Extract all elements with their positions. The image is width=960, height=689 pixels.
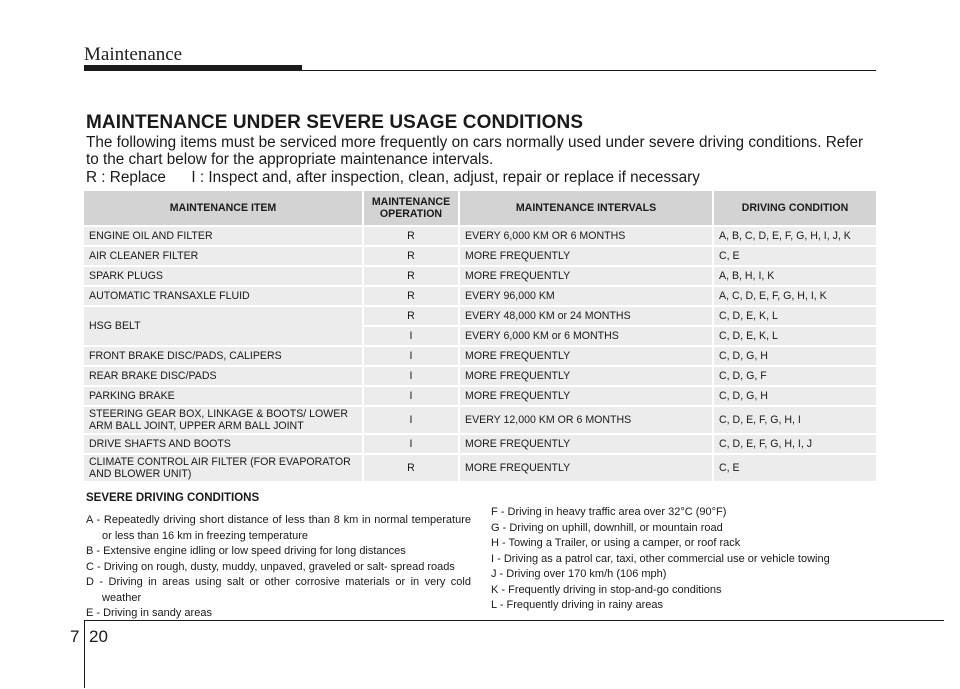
operation-cell: I	[364, 435, 460, 453]
interval-cell: MORE FREQUENTLY	[460, 435, 714, 453]
interval-cell: EVERY 6,000 KM or 6 MONTHS	[460, 327, 714, 345]
condition-cell: C, D, G, H	[714, 347, 876, 365]
table-row	[84, 287, 876, 305]
interval-cell: MORE FREQUENTLY	[460, 367, 714, 385]
interval-cell: MORE FREQUENTLY	[460, 247, 714, 265]
operation-cell: I	[364, 327, 460, 345]
condition-cell: C, E	[714, 455, 876, 481]
table-row	[84, 247, 876, 265]
item-cell: CLIMATE CONTROL AIR FILTER (FOR EVAPORATOR AND BLOWER UNIT)	[84, 455, 364, 481]
condition-cell: A, B, C, D, E, F, G, H, I, J, K	[714, 227, 876, 245]
condition-item: F - Driving in heavy traffic area over 32°C (90°F)	[491, 506, 727, 518]
operation-cell: R	[364, 267, 460, 285]
interval-cell: EVERY 12,000 KM OR 6 MONTHS	[460, 407, 714, 433]
table-row	[84, 227, 876, 245]
condition-item: L - Frequently driving in rainy areas	[491, 599, 664, 611]
table-header-row	[84, 191, 876, 225]
condition-cell: A, C, D, E, F, G, H, I, K	[714, 287, 876, 305]
table-row	[84, 267, 876, 285]
item-cell: FRONT BRAKE DISC/PADS, CALIPERS	[84, 347, 364, 365]
severe-conditions-title: SEVERE DRIVING CONDITIONS	[86, 492, 260, 504]
item-cell: DRIVE SHAFTS AND BOOTS	[84, 435, 364, 453]
operation-cell: I	[364, 387, 460, 405]
footer-vertical-rule	[84, 620, 85, 688]
item-cell: HSG BELT	[84, 307, 364, 345]
operation-cell: R	[364, 287, 460, 305]
table-row	[84, 435, 876, 453]
section-title: Maintenance	[84, 44, 183, 65]
operation-cell: R	[364, 455, 460, 481]
operation-cell: I	[364, 367, 460, 385]
severe-conditions-right	[491, 505, 876, 614]
condition-cell: C, D, E, F, G, H, I	[714, 407, 876, 433]
table-row	[84, 367, 876, 385]
item-cell: REAR BRAKE DISC/PADS	[84, 367, 364, 385]
table-row	[84, 347, 876, 365]
condition-cell: C, D, G, H	[714, 387, 876, 405]
interval-cell: MORE FREQUENTLY	[460, 347, 714, 365]
interval-cell: MORE FREQUENTLY	[460, 267, 714, 285]
item-cell: STEERING GEAR BOX, LINKAGE & BOOTS/ LOWER ARM BALL JOINT, UPPER ARM BALL JOINT	[84, 407, 364, 433]
operation-cell: R	[364, 307, 460, 325]
intro-paragraph: The following items must be serviced more frequently on cars normally used under severe driving conditions. Refer to the chart below for the appropriate maintenance intervals.	[86, 134, 864, 168]
condition-cell: A, B, H, I, K	[714, 267, 876, 285]
condition-item: B - Extensive engine idling or low speed driving for long distances	[86, 545, 406, 557]
page-heading: MAINTENANCE UNDER SEVERE USAGE CONDITIONS	[86, 112, 584, 133]
item-cell: AIR CLEANER FILTER	[84, 247, 364, 265]
legend-line: R : Replace I : Inspect and, after inspection, clean, adjust, repair or replace if necessary	[86, 169, 700, 186]
table-row	[84, 387, 876, 405]
header-item: MAINTENANCE ITEM	[84, 191, 364, 225]
condition-item: K - Frequently driving in stop-and-go conditions	[491, 583, 722, 596]
header-rule-thick	[84, 65, 302, 71]
maintenance-table	[84, 189, 876, 483]
table-row	[84, 407, 876, 433]
operation-cell: I	[364, 347, 460, 365]
operation-cell: R	[364, 247, 460, 265]
item-cell: SPARK PLUGS	[84, 267, 364, 285]
condition-item: H - Towing a Trailer, or using a camper, or roof rack	[491, 537, 741, 549]
condition-item: G - Driving on uphill, downhill, or mountain road	[491, 521, 723, 534]
condition-item: A - Repeatedly driving short distance of less than 8 km in normal temperature or less than 16 km in freezing temperature	[86, 514, 471, 542]
interval-cell: EVERY 6,000 KM OR 6 MONTHS	[460, 227, 714, 245]
condition-item: E - Driving in sandy areas	[86, 607, 212, 619]
condition-cell: C, D, E, F, G, H, I, J	[714, 435, 876, 453]
condition-item: I - Driving as a patrol car, taxi, other commercial use or vehicle towing	[491, 552, 830, 565]
severe-conditions-left	[86, 513, 471, 622]
header-condition: DRIVING CONDITION	[714, 191, 876, 225]
condition-item: D - Driving in areas using salt or other corrosive materials or in very cold weather	[86, 576, 471, 604]
condition-cell: C, D, E, K, L	[714, 307, 876, 325]
header-intervals: MAINTENANCE INTERVALS	[460, 191, 714, 225]
operation-cell: R	[364, 227, 460, 245]
interval-cell: EVERY 48,000 KM or 24 MONTHS	[460, 307, 714, 325]
condition-cell: C, E	[714, 247, 876, 265]
header-rule-thin	[302, 70, 876, 71]
interval-cell: MORE FREQUENTLY	[460, 455, 714, 481]
table-row	[84, 455, 876, 481]
item-cell: ENGINE OIL AND FILTER	[84, 227, 364, 245]
condition-item: C - Driving on rough, dusty, muddy, unpaved, graveled or salt- spread roads	[86, 560, 455, 573]
item-cell: PARKING BRAKE	[84, 387, 364, 405]
page-chapter: 7	[70, 627, 80, 646]
condition-item: J - Driving over 170 km/h (106 mph)	[491, 568, 667, 580]
footer-horizontal-rule	[84, 620, 944, 621]
item-cell: AUTOMATIC TRANSAXLE FLUID	[84, 287, 364, 305]
page-number: 20	[89, 627, 108, 646]
condition-cell: C, D, G, F	[714, 367, 876, 385]
table-row	[84, 307, 876, 325]
interval-cell: EVERY 96,000 KM	[460, 287, 714, 305]
header-operation: MAINTENANCE OPERATION	[364, 191, 460, 225]
condition-cell: C, D, E, K, L	[714, 327, 876, 345]
interval-cell: MORE FREQUENTLY	[460, 387, 714, 405]
operation-cell: I	[364, 407, 460, 433]
